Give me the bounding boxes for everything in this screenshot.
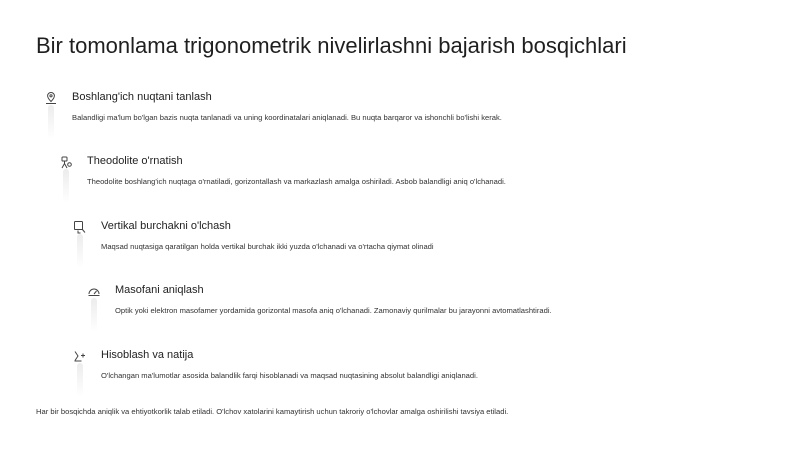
angle-measure-icon xyxy=(73,220,87,234)
step-description: Theodolite boshlang'ich nuqtaga o'rnatiladi, gorizontallash va markazlash amalga oshiriladi. Asbob balandligi aniq o'lchanadi. xyxy=(87,177,506,186)
step-shadow xyxy=(77,363,83,397)
location-pin-icon xyxy=(44,91,58,105)
step-shadow xyxy=(77,234,83,268)
step-heading: Boshlang'ich nuqtani tanlash xyxy=(72,91,212,103)
step-description: Maqsad nuqtasiga qaratilgan holda vertikal burchak ikki yuzda o'lchanadi va o'rtacha qiymat olinadi xyxy=(101,242,434,251)
step-shadow xyxy=(48,105,54,139)
step-description: Balandligi ma'lum bo'lgan bazis nuqta tanlanadi va uning koordinatalari aniqlanadi. Bu nuqta barqaror va ishonchli bo'lishi kerak. xyxy=(72,113,502,122)
formula-icon xyxy=(73,349,87,363)
step-heading: Masofani aniqlash xyxy=(115,284,204,296)
step-heading: Vertikal burchakni o'lchash xyxy=(101,220,231,232)
step-shadow xyxy=(91,298,97,332)
slide-title: Bir tomonlama trigonometrik nivelirlashni bajarish bosqichlari xyxy=(36,33,627,58)
footer-note: Har bir bosqichda aniqlik va ehtiyotkorlik talab etiladi. O'lchov xatolarini kamaytirish uchun takroriy o'lchovlar amalga oshirilishi tavsiya etiladi. xyxy=(36,407,509,416)
step-shadow xyxy=(63,169,69,203)
step-description: Optik yoki elektron masofamer yordamida gorizontal masofa aniq o'lchanadi. Zamonaviy qurilmalar bu jarayonni avtomatlashtiradi. xyxy=(115,306,552,315)
step-description: O'lchangan ma'lumotlar asosida balandlik farqi hisoblanadi va maqsad nuqtasining absolut balandligi aniqlanadi. xyxy=(101,371,478,380)
step-heading: Theodolite o'rnatish xyxy=(87,155,183,167)
gauge-icon xyxy=(87,284,101,298)
step-heading: Hisoblash va natija xyxy=(101,349,194,361)
theodolite-icon xyxy=(59,155,73,169)
